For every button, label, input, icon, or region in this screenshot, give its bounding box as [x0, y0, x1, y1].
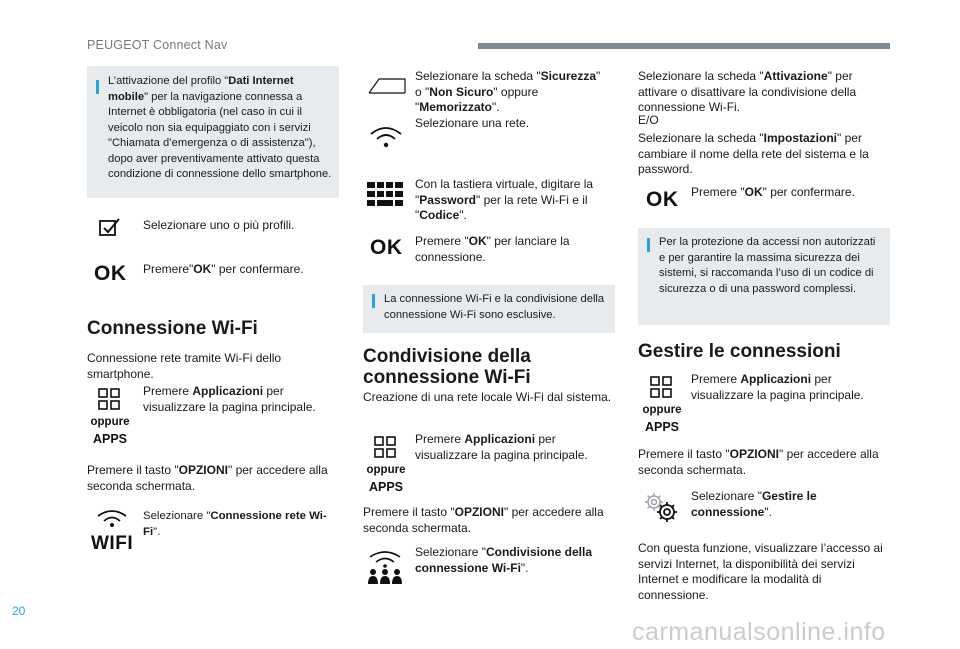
section-heading-wifi: Connessione Wi-Fi	[87, 318, 258, 339]
step-press-ok: Premere"OK" per confermare.	[143, 262, 304, 276]
running-header: PEUGEOT Connect Nav	[87, 38, 228, 52]
step-select-settings-tab: Selezionare la scheda "Impostazioni" per cambiare il nome della rete del sistema e la password.	[638, 131, 869, 176]
ok-icon: OK	[370, 236, 403, 259]
step-press-applicazioni: Premere Applicazioni per visualizzare la pagina principale.	[415, 432, 588, 462]
gear-settings-icon	[642, 490, 682, 526]
apps-label: APPS	[368, 480, 404, 494]
step-select-profiles: Selezionare uno o più profili.	[143, 218, 295, 232]
info-note-marker	[647, 238, 650, 252]
step-select-security-tab: Selezionare la scheda "Sicurezza" o "Non Sicuro" oppure "Memorizzato".	[415, 69, 601, 114]
section-heading-sharing: Condivisione della connessione Wi-Fi	[363, 346, 531, 388]
step-select-wifi-network: Selezionare "Connessione rete Wi-Fi".	[143, 510, 327, 538]
wifi-icon	[94, 507, 130, 529]
apps-oppure: oppure	[642, 404, 682, 416]
step-press-ok-confirm: Premere "OK" per confermare.	[691, 185, 855, 199]
apps-grid-icon	[372, 434, 398, 460]
step-select-manage: Selezionare "Gestire le connessione".	[691, 489, 817, 519]
keyboard-icon	[366, 181, 404, 207]
ok-icon: OK	[94, 262, 127, 285]
manage-description: Con questa funzione, visualizzare l’accesso ai servizi Internet, la disponibilità dei servizi Internet e modificare la modalità di connessione.	[638, 541, 883, 602]
header-rule	[478, 43, 890, 49]
step-press-opzioni: Premere il tasto "OPZIONI" per accedere alla seconda schermata.	[363, 505, 604, 535]
info-note-marker	[96, 80, 99, 94]
step-press-opzioni: Premere il tasto "OPZIONI" per accedere alla seconda schermata.	[638, 447, 879, 477]
step-press-applicazioni: Premere Applicazioni per visualizzare la pagina principale.	[691, 372, 864, 402]
info-note-marker	[372, 294, 375, 308]
step-press-applicazioni: Premere Applicazioni per visualizzare la pagina principale.	[143, 384, 316, 414]
tab-outline-icon	[366, 72, 408, 98]
info-note-exclusive	[363, 285, 615, 333]
wifi-signal-icon	[368, 124, 404, 150]
wifi-sharing-icon	[366, 548, 404, 586]
info-note-text: L’attivazione del profilo "Dati Internet mobile" per la navigazione connessa a Internet è obbligatoria (nel caso in cui il veicolo non sia equipaggiato con i servizi "Chiamata d’emergenza o di assistenza"), dopo aver preventivamente attivato questa condizione di connessione dello smartphone.	[108, 75, 332, 180]
section-heading-manage: Gestire le connessioni	[638, 341, 841, 362]
apps-grid-icon	[648, 374, 674, 400]
step-press-ok-launch: Premere "OK" per lanciare la connessione.	[415, 234, 570, 264]
info-note-text: La connessione Wi-Fi e la condivisione della connessione Wi-Fi sono esclusive.	[384, 293, 605, 321]
info-note-security	[638, 228, 890, 325]
page-number: 20	[12, 604, 26, 618]
apps-oppure: oppure	[366, 464, 406, 476]
and-or-label: E/O	[638, 113, 659, 127]
checkbox-icon	[96, 216, 124, 238]
step-enter-password: Con la tastiera virtuale, digitare la "Password" per la rete Wi-Fi e il "Codice".	[415, 177, 594, 222]
apps-label: APPS	[644, 420, 680, 434]
watermark: carmanualsonline.info	[632, 618, 886, 646]
info-note-text: Per la protezione da accessi non autorizzati e per garantire la massima sicurezza dei sistemi, si raccomanda l’uso di un codice di sicurezza o di una password complessi.	[659, 236, 876, 295]
step-select-activation-tab: Selezionare la scheda "Attivazione" per attivare o disattivare la condivisione della connessione Wi-Fi.	[638, 69, 857, 114]
sharing-intro: Creazione di una rete locale Wi-Fi dal sistema.	[363, 390, 612, 404]
step-select-network: Selezionare una rete.	[415, 116, 530, 130]
wifi-label-icon: WIFI	[91, 533, 134, 554]
ok-icon: OK	[646, 188, 679, 211]
wifi-intro: Connessione rete tramite Wi-Fi dello smartphone.	[87, 351, 282, 381]
step-press-opzioni: Premere il tasto "OPZIONI" per accedere alla seconda schermata.	[87, 463, 328, 493]
apps-oppure: oppure	[90, 416, 130, 428]
apps-grid-icon	[96, 386, 122, 412]
apps-label: APPS	[92, 432, 128, 446]
step-select-sharing: Selezionare "Condivisione della connessione Wi-Fi".	[415, 545, 592, 575]
info-note-mobile-data	[87, 66, 339, 198]
